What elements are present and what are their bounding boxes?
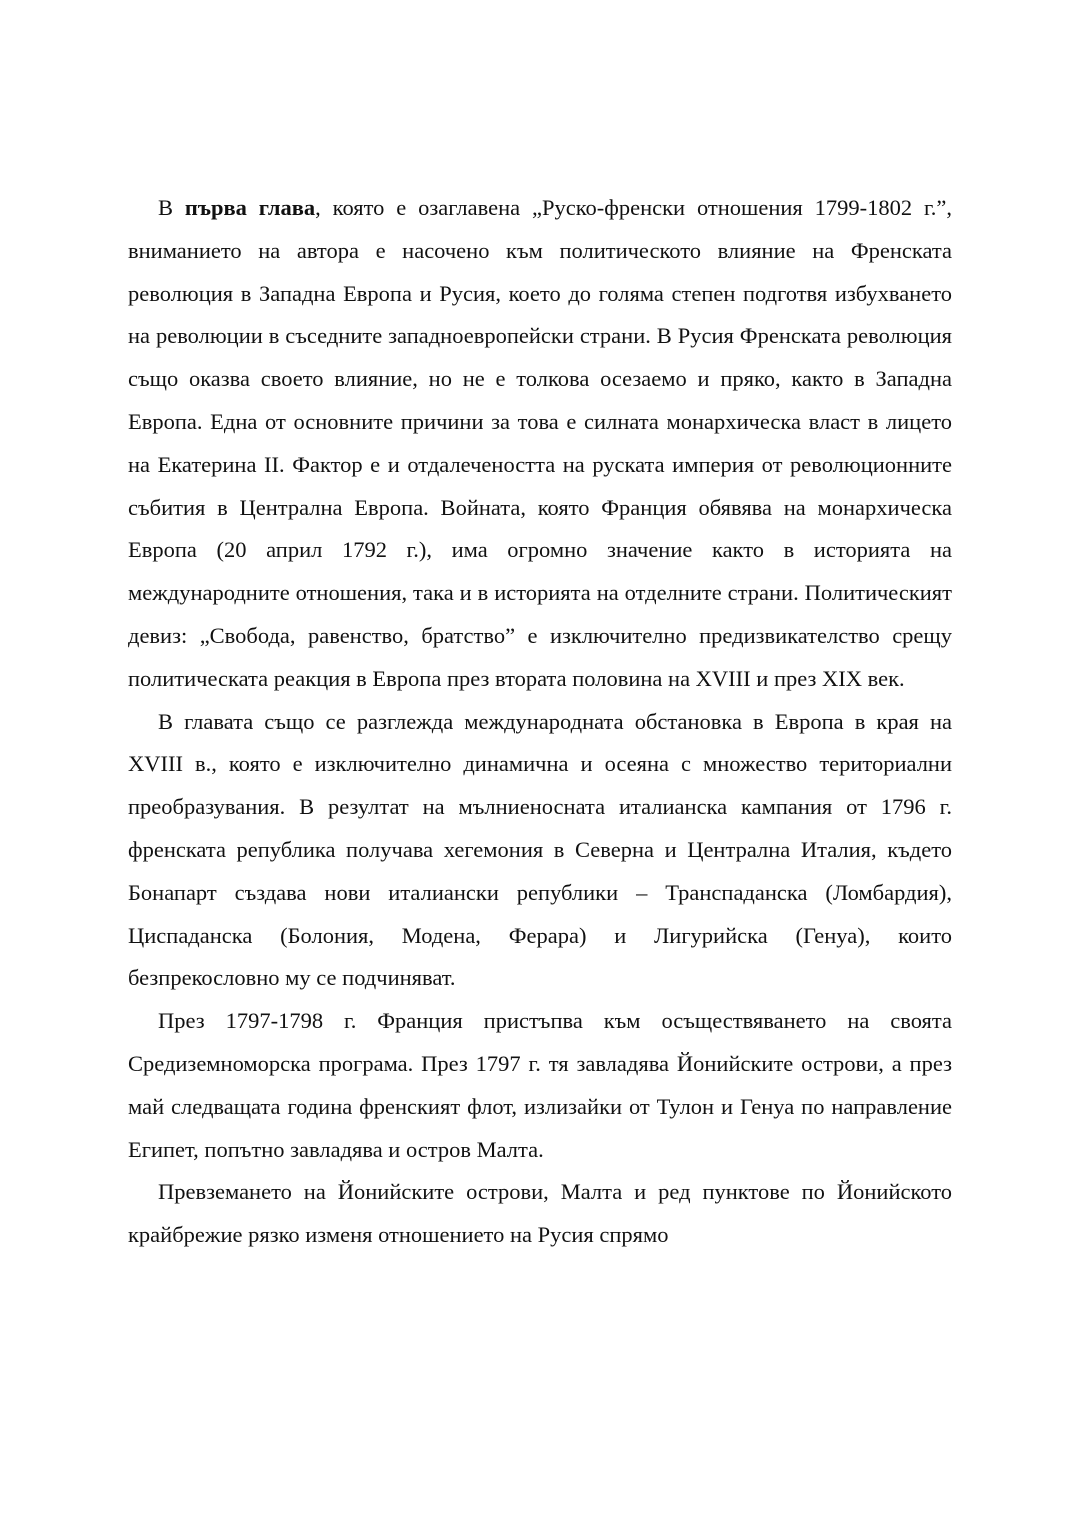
chapter-emphasis: първа глава — [184, 195, 316, 220]
paragraph-1-lead: В — [158, 195, 185, 220]
paragraph-4: Превземането на Йонийските острови, Малта и ред пунктове по Йонийското крайбрежие рязко изменя отношението на Русия спрямо — [128, 1179, 952, 1248]
paragraph-1 — [128, 187, 952, 701]
paragraph-1-body: , която е озаглавена „Руско-френски отношения 1799-1802 г.”, вниманието на автора е насочено към политическото влияние на Френската революция в Западна Европа и Русия, което до голяма степен подготвя избухването на революции в съседните западноевропейски страни. В Русия Френската революция също оказва своето влияние, но не е толкова осезаемо и пряко, както в Западна Европа. Една от основните причини за това е силната монархическа власт в лицето на Екатерина II. Фактор е и отдалечеността на руската империя от революционните събития в Централна Европа. Войната, която Франция обявява на монархическа Европа (20 април 1792 г.), има огромно значение както в историята на международните отношения, така и в историята на отделните страни. Политическият девиз: „Свобода, равенство, братство” е изключително предизвикателство срещу политическата реакция в Европа през втората половина на XVIII и през XIX век. — [128, 195, 952, 691]
paragraph-2: В главата също се разглежда международната обстановка в Европа в края на XVIII в., която е изключително динамична и осеяна с множество териториални преобразувания. В резултат на мълниеносната италианска кампания от 1796 г. френската република получава хегемония в Северна и Централна Италия, където Бонапарт създава нови италиански републики – Транспаданска (Ломбардия), Циспаданска (Болония, Модена, Ферара) и Лигурийска (Генуа), които безпрекословно му се подчиняват. — [128, 708, 952, 991]
paragraph-3: През 1797-1798 г. Франция пристъпва към осъществяването на своята Средиземноморска програма. През 1797 г. тя завладява Йонийските острови, а през май следващата година френският флот, излизайки от Тулон и Генуа по направление Египет, попътно завладява и остров Малта. — [128, 1008, 952, 1162]
document-page — [128, 187, 952, 1257]
